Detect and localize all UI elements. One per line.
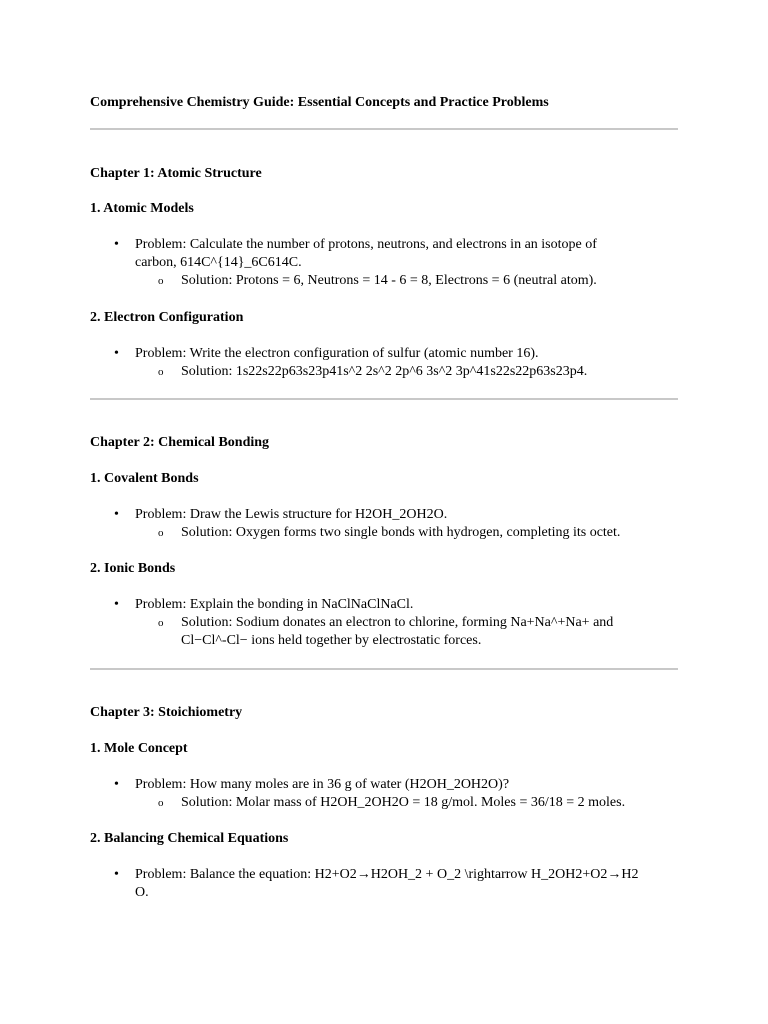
section-heading-electron-configuration: 2. Electron Configuration: [90, 310, 244, 325]
solution-text: Solution: 1s22s22p63s23p41s^2 2s^2 2p^6 3s^2 3p^41s22s22p63s23p4.: [181, 364, 588, 379]
bullet-icon: •: [114, 237, 119, 252]
chapter-2-title: Chapter 2: Chemical Bonding: [90, 435, 270, 450]
chapter-1-title: Chapter 1: Atomic Structure: [90, 166, 262, 181]
section-heading-covalent-bonds: 1. Covalent Bonds: [90, 471, 199, 486]
section-heading-atomic-models: 1. Atomic Models: [90, 201, 194, 216]
sub-bullet-icon: o: [158, 366, 164, 378]
chapter-3-title: Chapter 3: Stoichiometry: [90, 705, 243, 720]
bullet-icon: •: [114, 867, 119, 882]
problem-text: Problem: Explain the bonding in NaClNaClNaCl.: [135, 597, 414, 612]
problem-text-continued: carbon, 614C^{14}_6C614C.: [135, 255, 302, 270]
section-heading-mole-concept: 1. Mole Concept: [90, 741, 188, 756]
solution-text: Solution: Sodium donates an electron to chlorine, forming Na+Na^+Na+ and: [181, 615, 614, 630]
problem-text: Problem: Calculate the number of protons, neutrons, and electrons in an isotope of: [135, 237, 597, 252]
horizontal-rule: [90, 668, 678, 670]
solution-text: Solution: Molar mass of H2OH_2OH2O = 18 g/mol. Moles = 36/18 = 2 moles.: [181, 795, 626, 810]
sub-bullet-icon: o: [158, 617, 164, 629]
sub-bullet-icon: o: [158, 527, 164, 539]
bullet-icon: •: [114, 346, 119, 361]
solution-text: Solution: Oxygen forms two single bonds with hydrogen, completing its octet.: [181, 525, 621, 540]
problem-text: Problem: How many moles are in 36 g of water (H2OH_2OH2O)?: [135, 777, 510, 792]
section-heading-ionic-bonds: 2. Ionic Bonds: [90, 561, 176, 576]
sub-bullet-icon: o: [158, 275, 164, 287]
problem-text: Problem: Draw the Lewis structure for H2OH_2OH2O.: [135, 507, 448, 522]
solution-text-continued: Cl−Cl^-Cl− ions held together by electrostatic forces.: [181, 633, 482, 648]
solution-text: Solution: Protons = 6, Neutrons = 14 - 6 = 8, Electrons = 6 (neutral atom).: [181, 273, 597, 288]
document-title: Comprehensive Chemistry Guide: Essential Concepts and Practice Problems: [90, 95, 549, 110]
section-heading-balancing-equations: 2. Balancing Chemical Equations: [90, 831, 289, 846]
bullet-icon: •: [114, 597, 119, 612]
bullet-icon: •: [114, 507, 119, 522]
horizontal-rule: [90, 398, 678, 400]
sub-bullet-icon: o: [158, 797, 164, 809]
problem-text: Problem: Write the electron configuration of sulfur (atomic number 16).: [135, 346, 539, 361]
bullet-icon: •: [114, 777, 119, 792]
problem-text-continued: O.: [135, 885, 149, 900]
horizontal-rule: [90, 128, 678, 130]
problem-text: Problem: Balance the equation: H2+O2→H2OH_2 + O_2 \rightarrow H_2OH2+O2→H2: [135, 867, 639, 882]
